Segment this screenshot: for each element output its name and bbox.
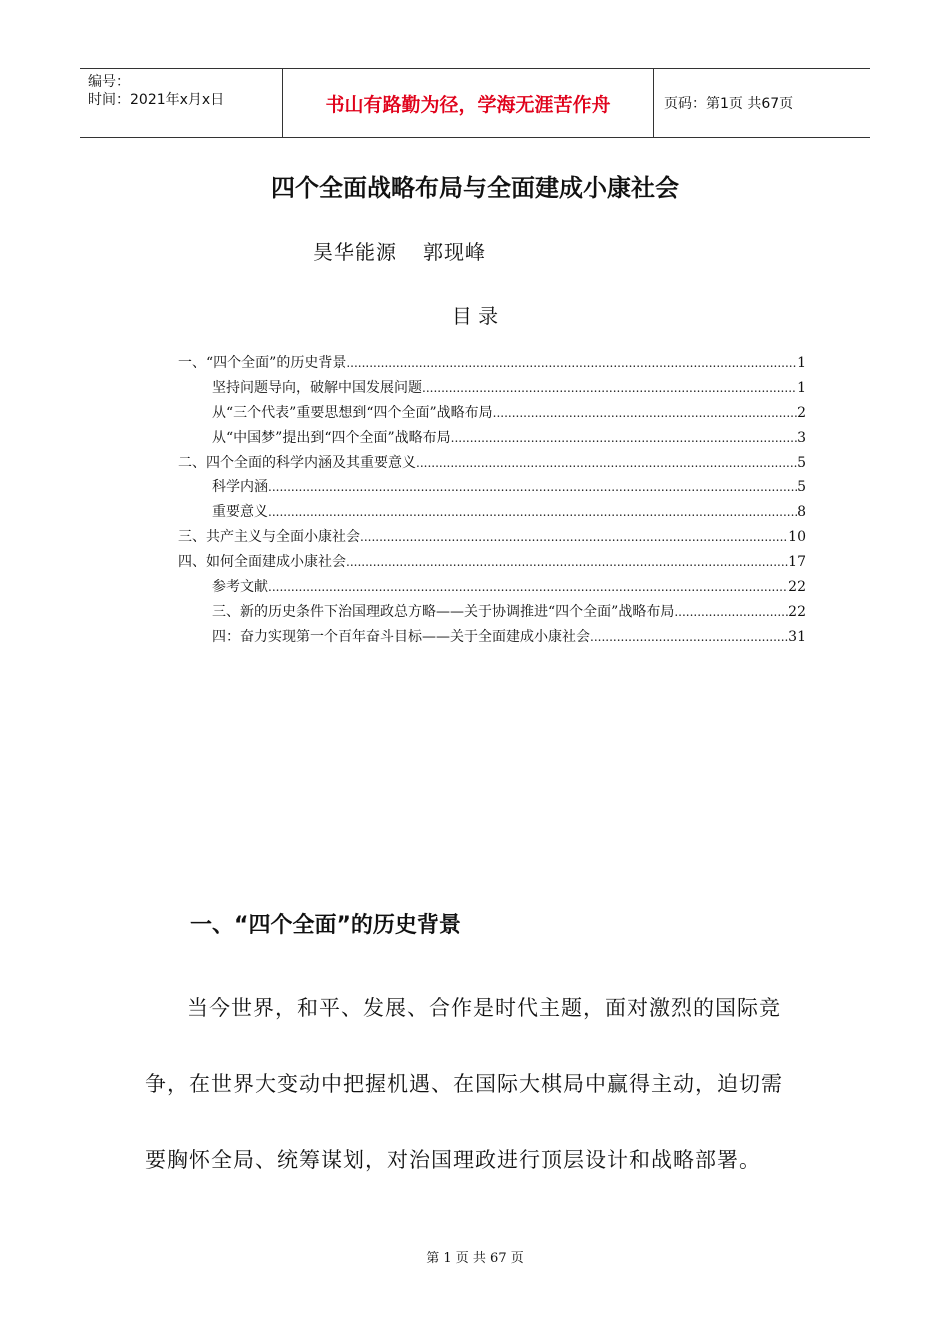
toc-entry-title: 三、新的历史条件下治国理政总方略——关于协调推进“四个全面”战略布局: [212, 603, 675, 620]
toc-entry-page: 31: [788, 628, 806, 645]
toc-entry-page: 22: [788, 579, 806, 596]
toc-entry[interactable]: [178, 601, 806, 626]
toc-entry[interactable]: [178, 501, 806, 526]
toc-entry[interactable]: [178, 551, 806, 576]
document-title: 四个全面战略布局与全面建成小康社会: [271, 174, 679, 202]
toc-leader-dots: [422, 380, 797, 396]
toc-entry-page: 1: [797, 379, 806, 396]
header-page-info: 页码：第1页 共67页: [664, 96, 794, 112]
header-motto: 书山有路勤为径，学海无涯苦作舟: [282, 69, 654, 137]
toc-leader-dots: [674, 604, 788, 620]
toc-leader-dots: [268, 479, 797, 495]
toc-entry-title: 从“三个代表”重要思想到“四个全面”战略布局: [212, 404, 493, 421]
author-line: [313, 236, 486, 265]
toc-heading: 目 录: [451, 304, 499, 328]
toc-leader-dots: [268, 579, 788, 595]
toc-entry[interactable]: [178, 576, 806, 601]
toc-entry-title: 二、四个全面的科学内涵及其重要意义: [178, 454, 416, 471]
toc-leader-dots: [346, 554, 788, 570]
toc-entry-title: 从“中国梦”提出到“四个全面”战略布局: [212, 429, 451, 446]
toc-leader-dots: [346, 355, 797, 371]
header-meta: [80, 69, 282, 137]
toc-entry-page: 5: [797, 454, 806, 471]
toc-entry-title: 坚持问题导向，破解中国发展问题: [212, 379, 422, 396]
toc-entry-page: 3: [797, 429, 806, 446]
document-time-label: 时间：2021年x月x日: [88, 92, 225, 108]
toc-entry-page: 22: [788, 603, 806, 620]
toc-entry-page: 2: [797, 404, 806, 421]
author-org: 昊华能源: [313, 240, 397, 264]
toc-entry-page: 5: [797, 479, 806, 496]
toc-leader-dots: [493, 405, 797, 421]
toc-leader-dots: [590, 629, 788, 645]
toc-entry-title: 一、“四个全面”的历史背景: [178, 355, 347, 371]
toc-leader-dots: [360, 529, 788, 545]
toc-entry-title: 科学内涵: [212, 479, 268, 496]
toc-entry-page: 17: [788, 554, 806, 571]
toc-entry-title: 四、如何全面建成小康社会: [178, 554, 346, 571]
toc-leader-dots: [416, 455, 797, 471]
toc-entry-title: 参考文献: [212, 579, 268, 596]
toc-entry-title: 四：奋力实现第一个百年奋斗目标——关于全面建成小康社会: [212, 628, 590, 645]
toc-entry[interactable]: [178, 427, 806, 452]
toc-entry[interactable]: [178, 452, 806, 477]
toc-entry[interactable]: [178, 402, 806, 427]
toc-entry-title: 重要意义: [212, 504, 268, 521]
toc-entry[interactable]: [178, 526, 806, 551]
toc-entry[interactable]: [178, 476, 806, 501]
toc-entry-page: 1: [797, 355, 806, 371]
toc-entry[interactable]: [178, 626, 806, 651]
author-name: 郭现峰: [423, 240, 486, 264]
body-paragraph: 当今世界，和平、发展、合作是时代主题，面对激烈的国际竞争，在世界大变动中把握机遇、在国际大棋局中赢得主动，迫切需要胸怀全局、统筹谋划，对治国理政进行顶层设计和战略部署。: [145, 996, 783, 1172]
table-of-contents: [178, 352, 806, 651]
toc-leader-dots: [268, 504, 797, 520]
page-footer: 第 1 页 共 67 页: [426, 1251, 524, 1266]
page-header: [80, 68, 870, 138]
toc-entry[interactable]: [178, 377, 806, 402]
toc-entry-page: 10: [788, 529, 806, 546]
toc-entry-title: 三、共产主义与全面小康社会: [178, 529, 360, 546]
document-number-label: 编号：: [88, 74, 130, 90]
toc-entry[interactable]: [178, 352, 806, 377]
toc-entry-page: 8: [797, 504, 806, 521]
section-heading: 一、“四个全面”的历史背景: [190, 913, 461, 938]
toc-leader-dots: [451, 430, 797, 446]
